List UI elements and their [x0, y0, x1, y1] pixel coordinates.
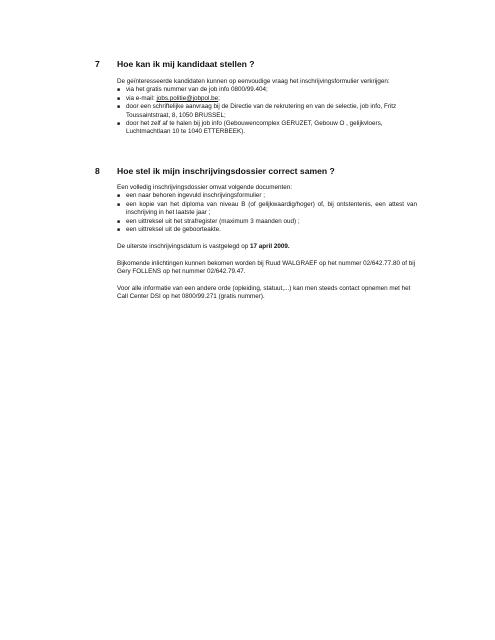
- deadline-date: 17 april 2009.: [250, 242, 290, 250]
- bullet-icon: ■: [117, 201, 121, 208]
- bullet-icon: ■: [117, 104, 121, 111]
- list-item: ■ een uittreksel uit het strafregister (maximum 3 maanden oud) ;: [117, 217, 300, 225]
- section-7-number: 7: [95, 59, 100, 69]
- info-paragraph: Bijkomende inlichtingen kunnen bekomen worden bij Ruud WALGRAEF op het nummer 02/642.77.80 of bij Gery FOLLENS op het nummer 02/642.79.47.: [117, 259, 415, 276]
- deadline-paragraph: De uiterste inschrijvingsdatum is vastgelegd op 17 april 2009.: [117, 242, 290, 250]
- bullet-icon: ■: [117, 121, 121, 128]
- list-item: ■ een naar behoren ingevuld inschrijvingsformulier ;: [117, 192, 265, 200]
- section-8-body: [117, 184, 417, 302]
- section-8-title: Hoe stel ik mijn inschrijvingsdossier correct samen ?: [117, 166, 335, 176]
- list-item: ■ via e-mail: jobs.politie@jobpol.be;: [117, 94, 220, 102]
- bullet-icon: ■: [117, 218, 121, 225]
- section-7-body: [117, 78, 417, 137]
- section-8-list: [117, 192, 417, 234]
- bullet-icon: ■: [117, 87, 121, 94]
- bullet-icon: ■: [117, 193, 121, 200]
- list-item: ■ door het zelf af te halen bij job info (Gebouwencomplex GERUZET, Gebouw O , gelijkvloers, Luchtmachtlaan 10 te 1040 ETTERBEEK).: [117, 120, 383, 136]
- bullet-icon: ■: [117, 227, 121, 234]
- section-7-list: [117, 86, 417, 136]
- list-item: ■ door een schriftelijke aanvraag bij de Directie van de rekrutering en van de selectie, job info, Fritz Toussaintstraat, 8, 1050 BRUSSEL;: [117, 103, 397, 119]
- section-7-title: Hoe kan ik mij kandidaat stellen ?: [117, 59, 255, 69]
- list-item: ■ een kopie van het diploma van niveau B (of gelijkwaardig/hoger) of, bij ontstentenis, een attest van inschrijving in het laatste jaar ;: [117, 200, 417, 217]
- section-8-intro: Een volledig inschrijvingsdossier omvat volgende documenten:: [117, 184, 293, 191]
- email-link[interactable]: jobs.politie@jobpol.be: [156, 94, 219, 102]
- bullet-icon: ■: [117, 95, 121, 102]
- contact-paragraph: Voor alle informatie van een andere orde (opleiding, statuut,...) kan men steeds contact opnemen met het Call Center DSI op het 0800/99.271 (gratis nummer).: [117, 284, 411, 301]
- list-item: ■ een uittreksel uit de geboorteakte.: [117, 226, 221, 234]
- section-7-intro: De geïnteresseerde kandidaten kunnen op eenvoudige vraag het inschrijvingsformulier verkrijgen:: [117, 78, 390, 85]
- list-item: ■ via het gratis nummer van de job info 0800/99.404;: [117, 86, 268, 94]
- section-8-number: 8: [95, 166, 100, 176]
